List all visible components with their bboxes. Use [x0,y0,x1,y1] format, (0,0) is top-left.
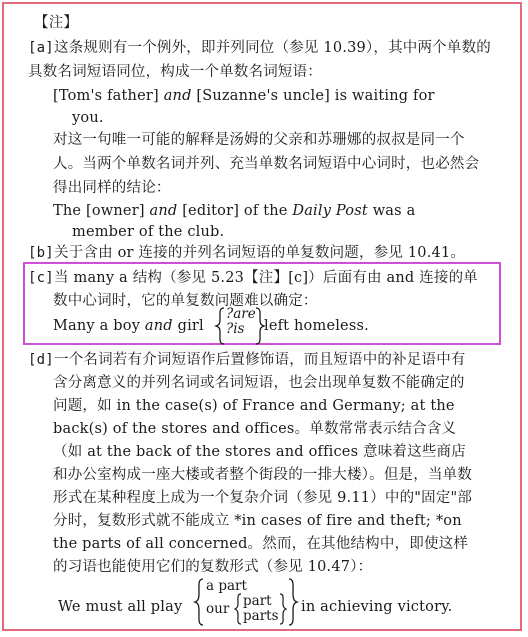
note-d-line-4: back(s) of the stores and offices。单数常常表示结合含义 [53,421,457,437]
note-c-option-is: ?is [226,321,245,337]
note-d-line-8: 分时，复数形式就不能成立 *in cases of fire and theft; *on [53,513,462,529]
note-d-line-3: 问题，如 in the case(s) of France and Germany; at the [53,398,455,414]
note-a-line-1: 这条规则有一个例外，即并列同位（参见 10.39），其中两个单数的 [54,40,491,56]
note-d-example-lead: We must all play [58,599,183,615]
note-c-line-2: 数中心词时，它的单复数问题难以确定： [53,293,318,309]
note-d-option-a-part: a part [206,578,247,594]
note-a-explain-line-1: 对这一句唯一可能的解释是汤姆的父亲和苏珊娜的叔叔是同一个 [53,132,465,148]
note-d-line-2: 含分离意义的并列名词或名词短语，也会出现单复数不能确定的 [53,375,465,391]
note-a-example2-line-1: The [owner] and [editor] of the Daily Post was a [53,203,416,219]
note-d-option-part: part [243,593,272,609]
note-c-line-1: 当 many a 结构（参见 5.23【注】[c]）后面有由 and 连接的单 [54,270,479,286]
note-c-example-tail: left homeless. [264,318,369,334]
left-brace-icon [214,307,226,345]
outer-right-brace-icon [287,578,299,626]
note-d-marker: [d] [28,352,54,368]
note-a-example-line-2: you. [72,110,104,126]
note-a-marker: [a] [28,40,54,56]
note-d-line-9: the parts of all concerned。然而，在其他结构中，即使这样 [53,536,469,552]
note-a-example2-line-2: member of the club. [72,224,225,240]
note-d-option-parts: parts [243,608,279,624]
note-c-example-lead: Many a boy and girl [53,318,204,334]
note-a-explain-line-3: 得出同样的结论： [53,180,171,196]
note-d-line-5: （如 at the back of the stores and offices 意味着这些商店 [53,444,466,460]
inner-left-brace-icon [233,593,243,625]
note-d-line-10: 的习语也能使用它们的复数形式（参见 10.47）： [53,559,373,575]
note-d-line-1: 一个名词若有介词短语作后置修饰语，而且短语中的补足语中有 [54,352,466,368]
note-d-example-tail: in achieving victory. [301,599,453,615]
note-a-example-line-1: [Tom's father] and [Suzanne's uncle] is waiting for [53,88,435,104]
note-heading: 【注】 [34,15,79,31]
note-d-line-7: 形式在某种程度上成为一个复杂介词（参见 9.11）中的"固定"部 [53,490,473,506]
outer-left-brace-icon [193,578,205,626]
note-a-explain-line-2: 人。当两个单数名词并列、充当单数名词短语中心词时，也必然会 [53,156,480,172]
note-b-text: 关于含由 or 连接的并列名词短语的单复数问题，参见 10.41。 [54,245,466,261]
note-c-marker: [c] [28,270,54,286]
note-c-option-are: ?are [226,306,256,322]
note-d-option-our: our [206,601,230,617]
note-b-marker: [b] [28,245,54,261]
note-d-line-6: 和办公室构成一座大楼或者整个街段的一排大楼）。但是，当单数 [53,467,473,483]
note-a-line-2: 具数名词短语同位，构成一个单数名词短语： [28,64,322,80]
